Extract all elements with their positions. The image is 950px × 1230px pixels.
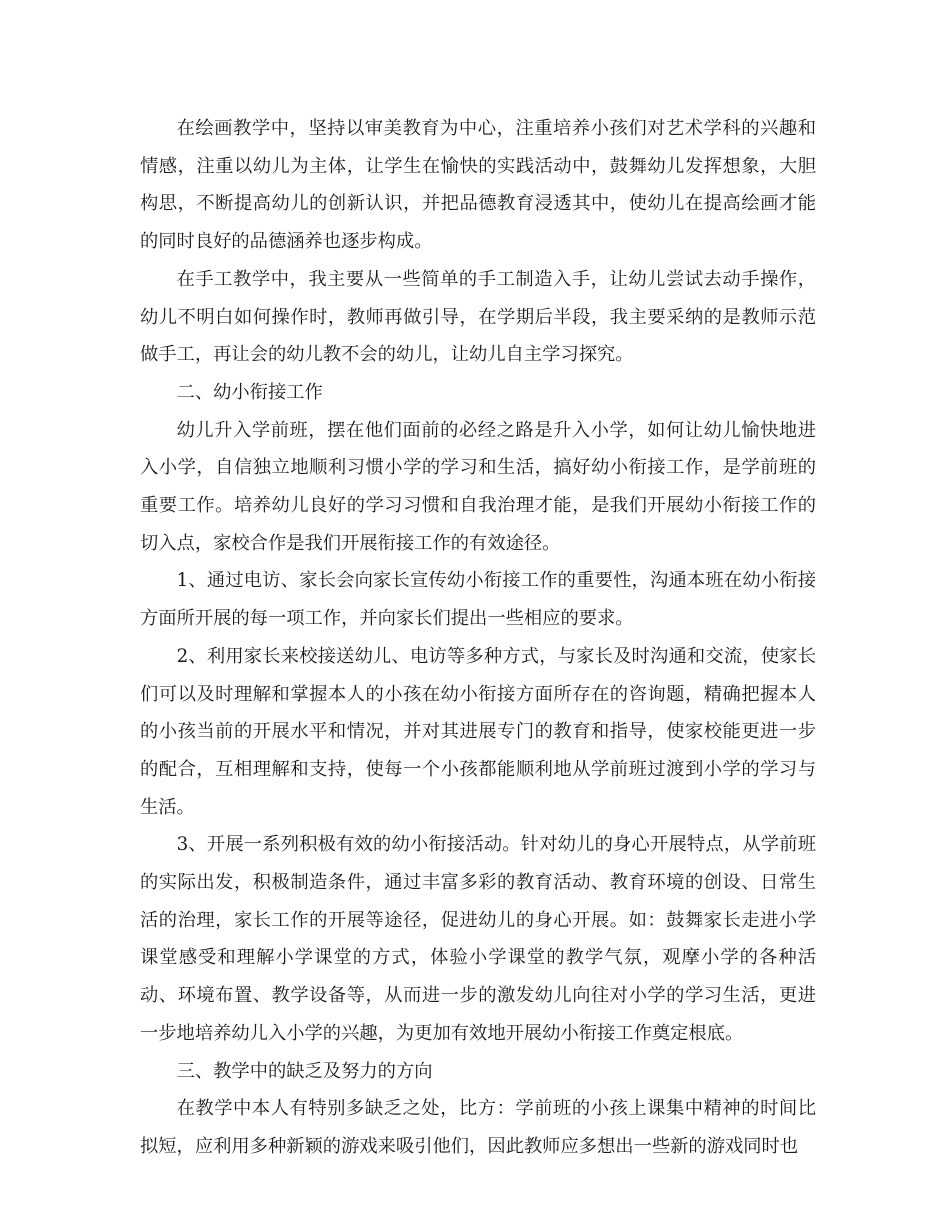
paragraph-painting-teaching: 在绘画教学中，坚持以审美教育为中心，注重培养小孩们对艺术学科的兴趣和情感，注重以幼儿为主体，让学生在愉快的实践活动中，鼓舞幼儿发挥想象，大胆构思，不断提高幼儿的创新认识，并把品德教育浸透其中，使幼儿在提高绘画才能的同时良好的品德涵养也逐步构成。 [140, 118, 816, 253]
section-heading-shortcomings: 三、教学中的缺乏及努力的方向 [176, 1060, 433, 1082]
paragraph-shortcomings: 在教学中本人有特别多缺乏之处，比方：学前班的小孩上课集中精神的时间比拟短，应利用多种新颖的游戏来吸引他们，因此教师应多想出一些新的游戏同时也 [140, 1098, 816, 1157]
list-item-3: 3、开展一系列积极有效的幼小衔接活动。针对幼儿的身心开展特点，从学前班的实际出发，积极制造条件，通过丰富多彩的教育活动、教育环境的创设、日常生活的治理，家长工作的开展等途径，促进幼儿的身心开展。如：鼓舞家长走进小学课堂感受和理解小学课堂的方式，体验小学课堂的教学气氛，观摩小学的各种活动、环境布置、教学设备等，从而进一步的激发幼儿向往对小学的学习生活，更进一步地培养幼儿入小学的兴趣，为更加有效地开展幼小衔接工作奠定根底。 [140, 834, 816, 1044]
paragraph-transition-intro: 幼儿升入学前班，摆在他们面前的必经之路是升入小学，如何让幼儿愉快地进入小学，自信独立地顺利习惯小学的学习和生活，搞好幼小衔接工作，是学前班的重要工作。培养幼儿良好的学习习惯和自我治理才能，是我们开展幼小衔接工作的切入点，家校合作是我们开展衔接工作的有效途径。 [140, 419, 816, 554]
paragraph-handcraft-teaching: 在手工教学中，我主要从一些简单的手工制造入手，让幼儿尝试去动手操作，幼儿不明白如何操作时，教师再做引导，在学期后半段，我主要采纳的是教师示范做手工，再让会的幼儿教不会的幼儿，让幼儿自主学习探究。 [140, 268, 816, 366]
list-item-2: 2、利用家长来校接送幼儿、电访等多种方式，与家长及时沟通和交流，使家长们可以及时理解和掌握本人的小孩在幼小衔接方面所存在的咨询题，精确把握本人的小孩当前的开展水平和情况，并对其进展专门的教育和指导，使家校能更进一步的配合，互相理解和支持，使每一个小孩都能顺利地从学前班过渡到小学的学习与生活。 [140, 645, 816, 818]
document-body [140, 110, 816, 1166]
list-item-1: 1、通过电访、家长会向家长宣传幼小衔接工作的重要性，沟通本班在幼小衔接方面所开展的每一项工作，并向家长们提出一些相应的要求。 [140, 570, 816, 630]
section-heading-transition-work: 二、幼小衔接工作 [176, 381, 323, 403]
